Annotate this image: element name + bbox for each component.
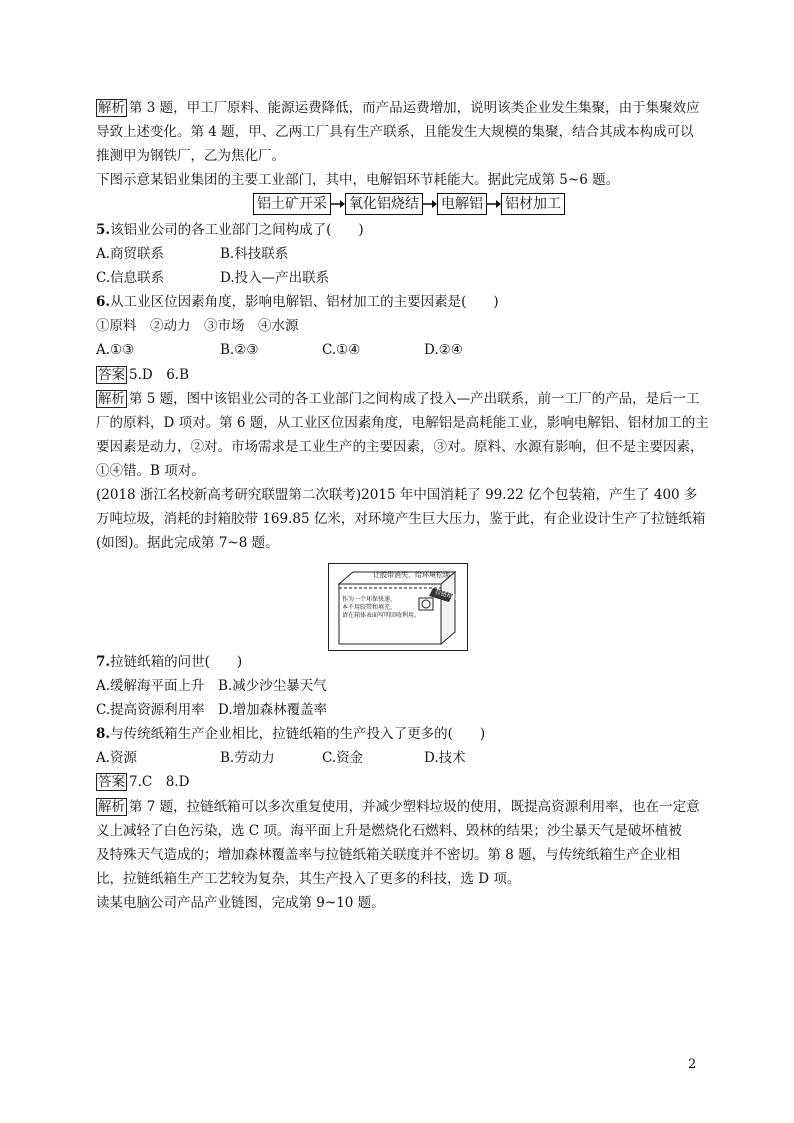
analysis-line: 解析 第 7 题，拉链纸箱可以多次重复使用，并减少塑料垃圾的使用，既提高资源利用率，也在一定意: [98, 799, 700, 815]
analysis-line: 解析 第 5 题，图中该铝业公司的各工业部门之间构成了投入—产出联系，前一工厂的产品，是后一工: [98, 391, 700, 407]
flow-step: 铝材加工: [501, 193, 565, 215]
flow-step: 电解铝: [437, 193, 487, 215]
option: B.减少沙尘暴天气: [218, 678, 327, 694]
box-stamp-text: 拉链纸箱: [434, 588, 460, 602]
flow-step: 铝土矿开采: [253, 193, 331, 215]
option: C.提高资源利用率: [96, 702, 205, 718]
option: C.信息联系: [96, 270, 165, 286]
zipper-box-figure: [328, 563, 468, 651]
option: C.①④: [322, 342, 361, 358]
question-6-items: ①原料 ②动力 ③市场 ④水源: [96, 318, 299, 334]
analysis-line: 比，拉链纸箱生产工艺较为复杂，其生产投入了更多的科技，选 D 项。: [96, 871, 521, 887]
analysis-line: 义上减轻了白色污染，选 C 项。海平面上升是燃烧化石燃料、毁林的结果；沙尘暴天气是破坏植被: [96, 823, 682, 839]
analysis-line: ①④错。B 项对。: [96, 463, 205, 479]
analysis-tag: 解析: [98, 391, 125, 407]
option: A.缓解海平面上升: [96, 678, 205, 694]
analysis-tag: 解析: [98, 799, 125, 815]
box-side-text: 作为一个环保快递， 本不用胶带和填充， 请在箱体表面写明回收利用。: [342, 596, 421, 619]
arrow-right-icon: [487, 199, 501, 209]
option: A.资源: [96, 750, 138, 766]
answer-tag: 答案: [98, 774, 125, 790]
analysis-tag: 解析: [98, 100, 125, 116]
arrow-right-icon: [423, 199, 437, 209]
aluminum-flow-chart: [253, 193, 565, 215]
analysis-line: 厂的原料，D 项对。第 6 题，从工业区位因素角度，电解铝是高耗能工业，影响电解铝、铝材加工的主: [96, 415, 709, 431]
answer-tag: 答案: [98, 367, 125, 383]
option: D.技术: [424, 750, 466, 766]
option: D.增加森林覆盖率: [218, 702, 328, 718]
box-top-text: 让胶带消失，给环境松绑: [373, 571, 450, 579]
question-7: 7.拉链纸箱的问世( ): [96, 654, 243, 670]
question-8: 8.与传统纸箱生产企业相比，拉链纸箱的生产投入了更多的( ): [96, 726, 486, 742]
analysis-line: 要因素是动力，②对。市场需求是工业生产的主要因素，③对。原料、水源有影响，但不是主要因素，: [96, 439, 704, 455]
question-6: 6.从工业区位因素角度，影响电解铝、铝材加工的主要因素是( ): [96, 294, 499, 310]
answer-line: 答案 5.D 6.B: [98, 367, 190, 383]
analysis-line: 推测甲为钢铁厂，乙为焦化厂。: [96, 148, 285, 164]
option: A.商贸联系: [96, 246, 165, 262]
option: B.劳动力: [220, 750, 275, 766]
option: C.资金: [322, 750, 364, 766]
question-5: 5.该铝业公司的各工业部门之间构成了( ): [96, 222, 364, 238]
intro-text: (如图)。据此完成第 7~8 题。: [96, 535, 279, 551]
option: B.科技联系: [220, 246, 289, 262]
intro-text: (2018 浙江名校新高考研究联盟第二次联考)2015 年中国消耗了 99.22 亿个包装箱，产生了 400 多: [96, 487, 698, 503]
intro-text: 下图示意某铝业集团的主要工业部门，其中，电解铝环节耗能大。据此完成第 5~6 题。: [96, 172, 620, 188]
intro-text: 读某电脑公司产品产业链图，完成第 9~10 题。: [96, 895, 385, 911]
answer-line: 答案 7.C 8.D: [98, 774, 190, 790]
page-number: 2: [688, 1057, 697, 1072]
analysis-line: 解析 第 3 题，甲工厂原料、能源运费降低，而产品运费增加，说明该类企业发生集聚，由于集聚效应: [98, 100, 700, 116]
option: D.投入—产出联系: [220, 270, 330, 286]
analysis-line: 导致上述变化。第 4 题，甲、乙两工厂具有生产联系，且能发生大规模的集聚，结合其成本构成可以: [96, 124, 694, 140]
option: A.①③: [96, 342, 135, 358]
option: B.②③: [220, 342, 259, 358]
intro-text: 万吨垃圾，消耗的封箱胶带 169.85 亿米，对环境产生巨大压力，鉴于此，有企业设计生产了拉链纸箱: [96, 511, 706, 527]
arrow-right-icon: [331, 199, 345, 209]
analysis-line: 及特殊天气造成的；增加森林覆盖率与拉链纸箱关联度并不密切。第 8 题，与传统纸箱生产企业相: [96, 847, 681, 863]
flow-step: 氧化铝烧结: [345, 193, 423, 215]
option: D.②④: [424, 342, 463, 358]
